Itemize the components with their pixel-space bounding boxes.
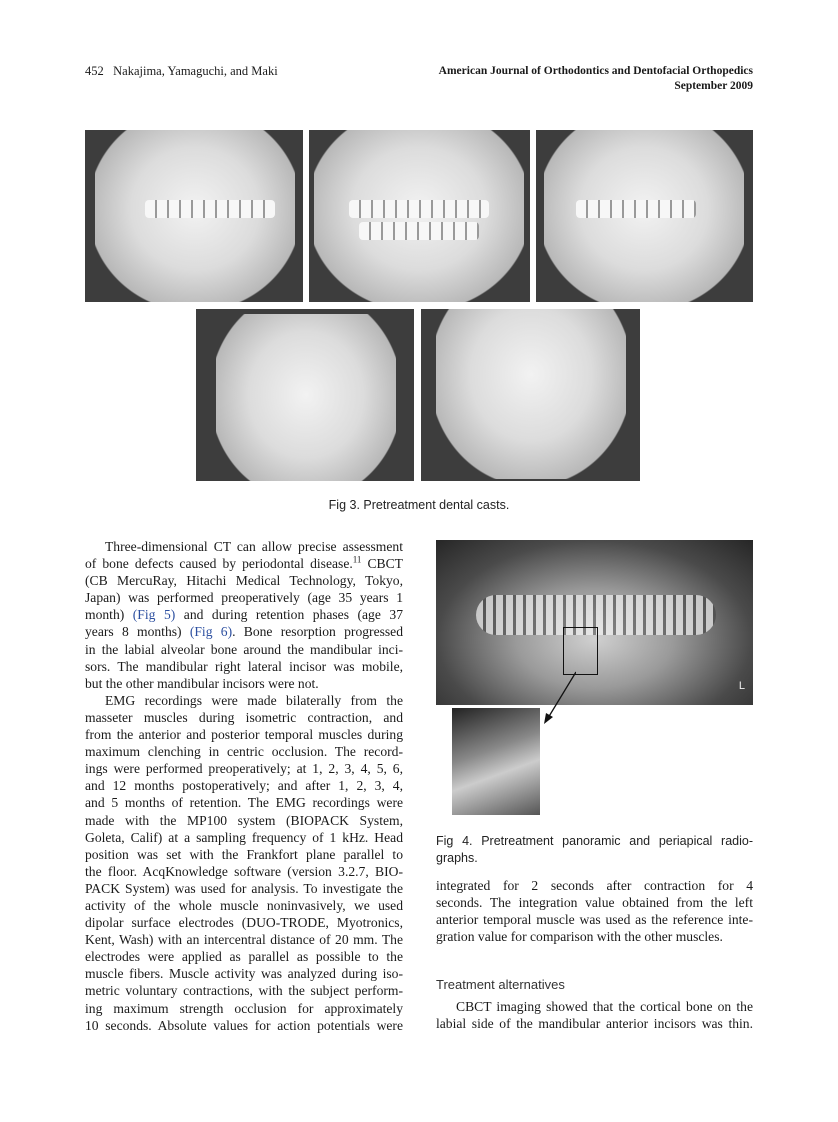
text-line: month) (Fig 5) and during retention phases (age 37 [85, 607, 403, 623]
text-line: integrated for 2 seconds after contraction for 4 [436, 878, 753, 893]
issue-date: September 2009 [674, 80, 753, 92]
text-line: position was set with the Frankfort plane parallel to [85, 846, 403, 862]
cast-photo-left-lateral [536, 130, 753, 302]
authors: Nakajima, Yamaguchi, and Maki [113, 64, 278, 78]
left-column-text [85, 538, 403, 1034]
text-line: sors. The mandibular right lateral incisor was mobile, [85, 658, 403, 674]
right-column-section-text [436, 998, 753, 1032]
figure-4-caption [436, 833, 753, 867]
cast-photo-frontal [309, 130, 530, 302]
side-marker: L [738, 680, 745, 692]
text-line: anterior temporal muscle was used as the reference inte- [436, 912, 753, 928]
text-line: Kent, Wash) with an intercentral distance of 20 mm. The [85, 932, 403, 948]
cast-photo-right-lateral [85, 130, 303, 302]
citation-reference[interactable]: 11 [352, 554, 362, 565]
text-line: made with the MP100 system (BIOPACK System, [85, 812, 403, 828]
text-line: masseter muscles during isometric contraction, and [85, 709, 403, 725]
text-line: metric voluntary contractions, with the subject perform- [85, 983, 403, 999]
text-line: in the labial alveolar bone around the mandibular inci- [85, 641, 403, 657]
text-line: labial side of the mandibular anterior incisors was thin. [436, 1016, 753, 1032]
text-line: of bone defects caused by periodontal disease.$^{11}$ CBCT [85, 554, 403, 572]
caption-line: graphs. [436, 851, 478, 866]
text-line: and 12 months postoperatively; and after 1, 2, 3, 4, [85, 778, 403, 794]
page-number: 452 [85, 64, 104, 78]
text-line: EMG recordings were made bilaterally from the [105, 692, 403, 708]
text-line: ing maximum strength occlusion for approximately [85, 1000, 403, 1016]
text-line: from the anterior and posterior temporal muscles during [85, 727, 403, 743]
section-heading: Treatment alternatives [436, 977, 565, 992]
running-header-right [439, 64, 753, 94]
cast-photo-mandibular-occlusal [421, 309, 640, 481]
cast-photo-maxillary-occlusal [196, 309, 414, 481]
figure-link[interactable]: (Fig 5) [132, 607, 176, 623]
caption-line: Fig 4. Pretreatment panoramic and periapical radio- [436, 834, 753, 848]
text-line: muscle fibers. Muscle activity was analyzed during iso- [85, 966, 403, 982]
text-line: the floor. AcqKnowledge software (version 3.2.7, BIO- [85, 863, 403, 879]
text-line: Three-dimensional CT can allow precise assessment [105, 539, 403, 554]
text-line: (CB MercuRay, Hitachi Medical Technology, Tokyo, [85, 573, 403, 589]
journal-title: American Journal of Orthodontics and Dentofacial Orthopedics [438, 65, 753, 77]
text-line: Goleta, Calif) at a sampling frequency of 1 kHz. Head [85, 829, 403, 845]
text-line: years 8 months) (Fig 6). Bone resorption progressed [85, 624, 404, 640]
text-line: maximum clenching in centric occlusion. The record- [85, 744, 403, 760]
right-column-continuation [436, 877, 753, 945]
text-line: gration value for comparison with the other muscles. [436, 929, 723, 945]
text-line: Japan) was performed preoperatively (age 35 years 1 [85, 590, 403, 606]
text-line: seconds. The integration value obtained from the left [436, 895, 753, 911]
text-line: 10 seconds. Absolute values for action potentials were [85, 1017, 403, 1033]
text-line: but the other mandibular incisors were not. [85, 675, 319, 691]
text-line: electrodes were applied as parallel as possible to the [85, 949, 403, 965]
running-header-left [85, 64, 278, 79]
text-line: dipolar surface electrodes (DUO-TRODE, Myotronics, [85, 915, 403, 931]
text-line: CBCT imaging showed that the cortical bone on the [456, 999, 753, 1014]
periapical-radiograph [452, 708, 540, 815]
text-line: PACK System) was used for analysis. To investigate the [85, 880, 403, 896]
figure-link[interactable]: (Fig 6) [189, 624, 233, 640]
figure-3-caption: Fig 3. Pretreatment dental casts. [328, 498, 510, 512]
text-line: ings were performed preoperatively; at 1, 2, 3, 4, 5, 6, [85, 761, 403, 777]
text-line: activity of the whole muscle noninvasively, we used [85, 897, 403, 913]
text-line: and 5 months of retention. The EMG recordings were [85, 795, 403, 811]
